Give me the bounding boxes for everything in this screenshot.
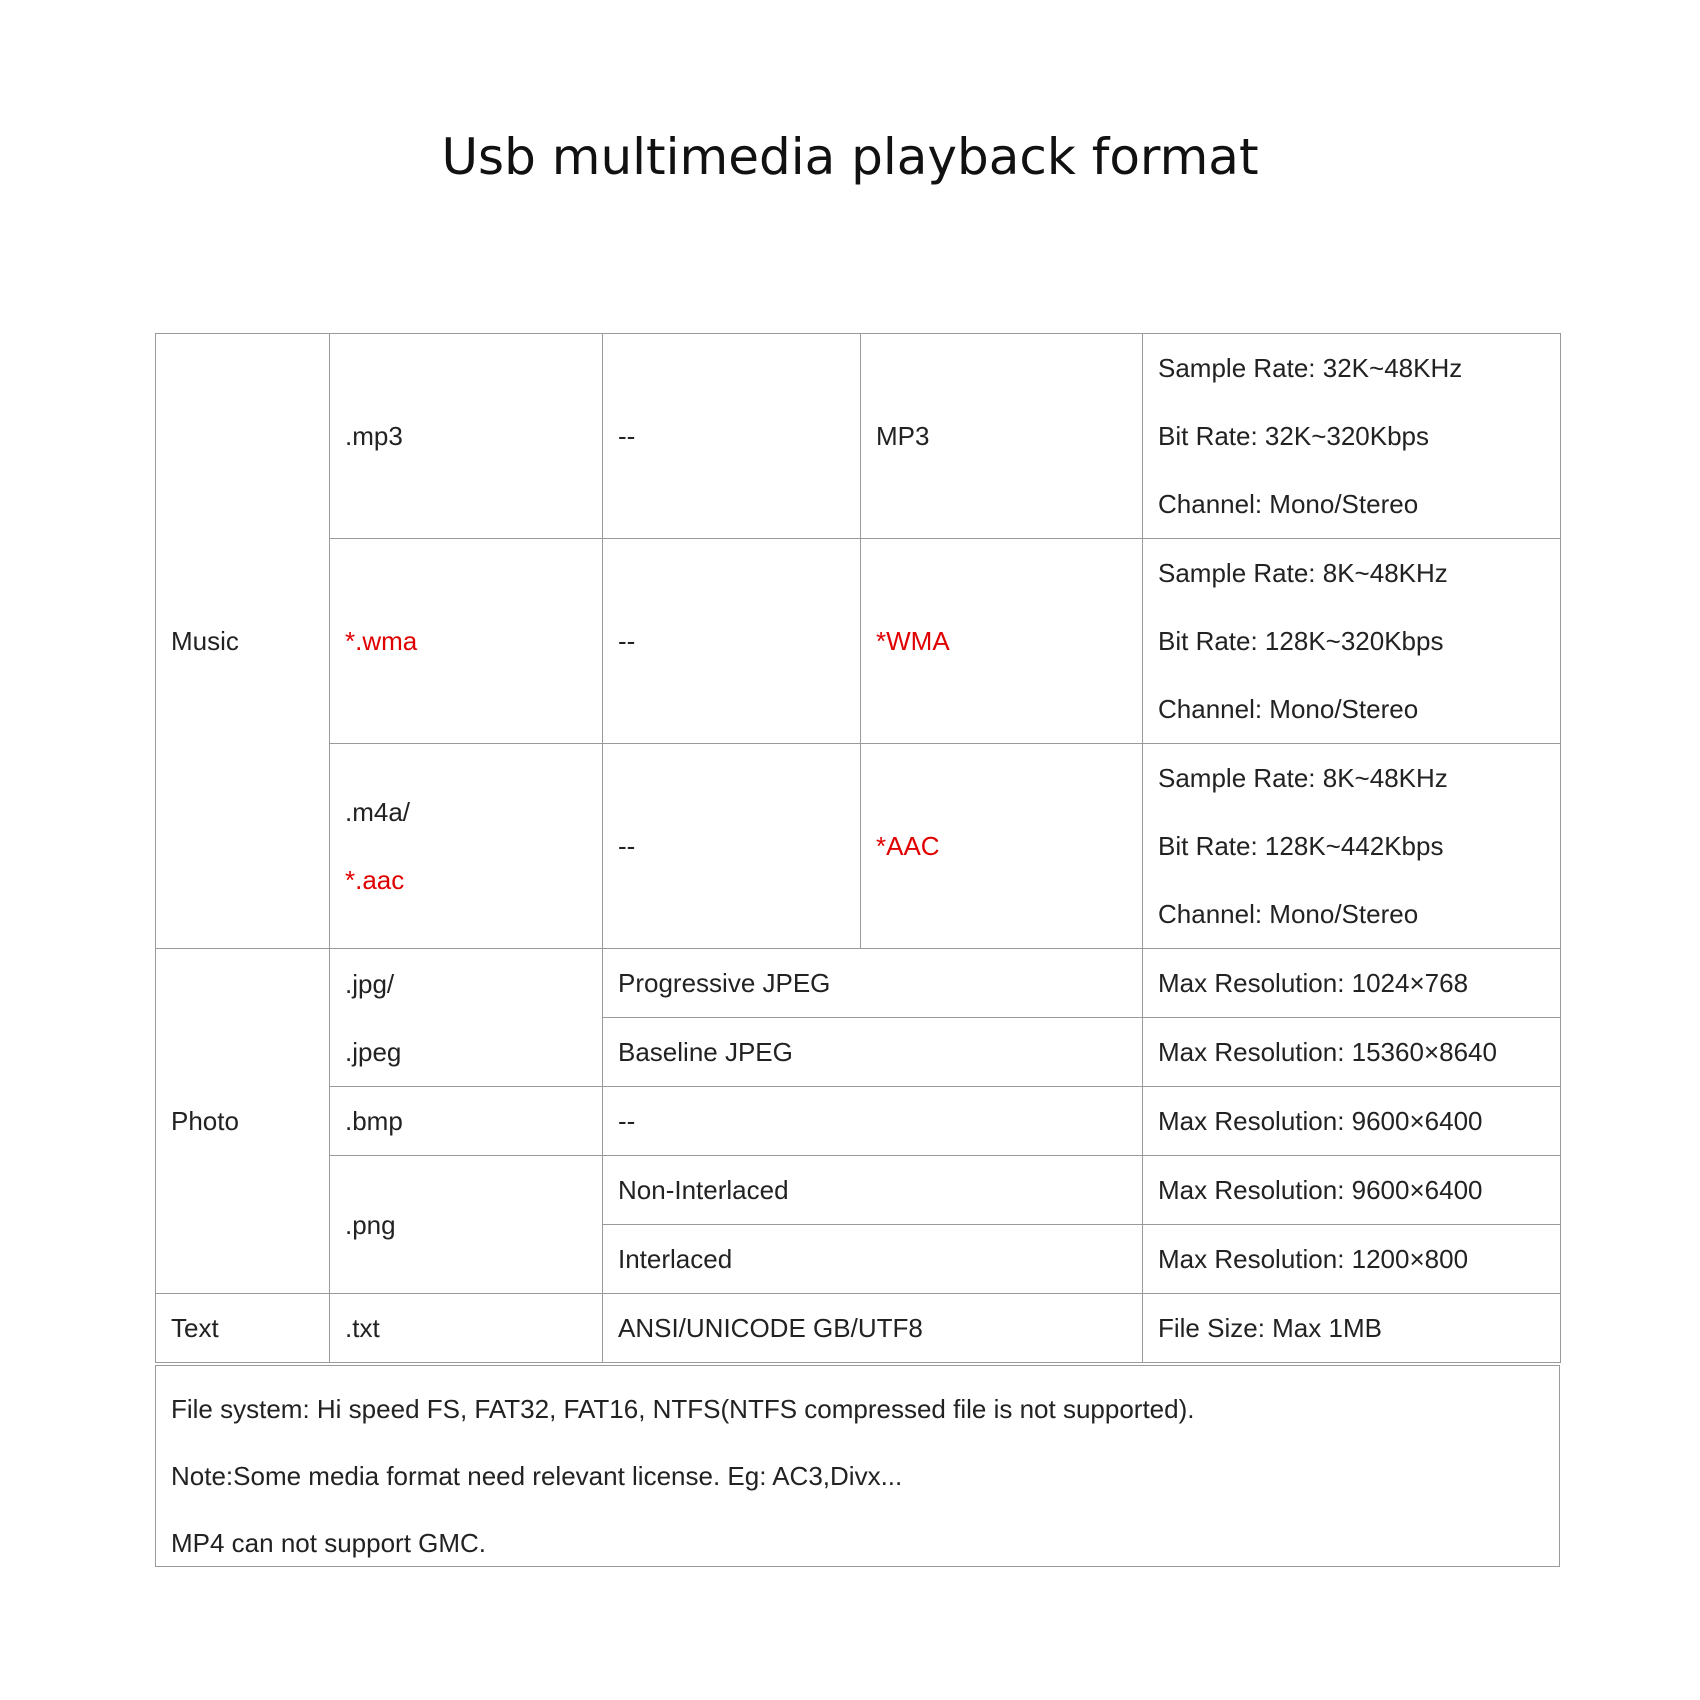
table-row	[156, 539, 1561, 744]
ext-cell: .png	[330, 1156, 603, 1294]
spec-cell	[1143, 334, 1561, 539]
spec-cell	[1143, 539, 1561, 744]
profile-cell: Baseline JPEG	[603, 1018, 1143, 1087]
ext-cell: .mp3	[330, 334, 603, 539]
page-title: Usb multimedia playback format	[441, 128, 1259, 186]
profile-cell: --	[603, 744, 861, 949]
ext-line: *.aac	[345, 865, 405, 895]
table-row	[156, 1087, 1561, 1156]
ext-cell: *.wma	[330, 539, 603, 744]
format-table	[155, 333, 1561, 1363]
ext-cell	[330, 744, 603, 949]
table-row	[156, 334, 1561, 539]
profile-cell: ANSI/UNICODE GB/UTF8	[603, 1294, 1143, 1363]
ext-line: .jpeg	[345, 1036, 402, 1067]
profile-cell: --	[603, 1087, 1143, 1156]
spec-line: Bit Rate: 32K~320Kbps	[1158, 421, 1430, 451]
ext-cell: .txt	[330, 1294, 603, 1363]
spec-cell: File Size: Max 1MB	[1143, 1294, 1561, 1363]
ext-line: .m4a/	[345, 797, 411, 827]
profile-cell: Progressive JPEG	[603, 949, 1143, 1018]
profile-cell: --	[603, 539, 861, 744]
profile-cell: Non-Interlaced	[603, 1156, 1143, 1225]
codec-cell: MP3	[861, 334, 1143, 539]
note-line: File system: Hi speed FS, FAT32, FAT16, NTFS(NTFS compressed file is not supported).	[171, 1394, 1195, 1424]
category-text: Text	[156, 1294, 330, 1363]
spec-cell: Max Resolution: 15360×8640	[1143, 1018, 1561, 1087]
codec-cell: *WMA	[861, 539, 1143, 744]
profile-cell: --	[603, 334, 861, 539]
table-row	[156, 949, 1561, 1018]
profile-cell: Interlaced	[603, 1225, 1143, 1294]
ext-line: .jpg/	[345, 968, 395, 999]
spec-cell: Max Resolution: 1200×800	[1143, 1225, 1561, 1294]
spec-cell: Max Resolution: 9600×6400	[1143, 1087, 1561, 1156]
spec-line: Bit Rate: 128K~442Kbps	[1158, 831, 1444, 861]
spec-cell	[1143, 744, 1561, 949]
spec-cell: Max Resolution: 9600×6400	[1143, 1156, 1561, 1225]
note-line: Note:Some media format need relevant license. Eg: AC3,Divx...	[171, 1461, 903, 1491]
spec-line: Sample Rate: 8K~48KHz	[1158, 763, 1448, 793]
ext-cell	[330, 949, 603, 1087]
table-row	[156, 1294, 1561, 1363]
spec-line: Channel: Mono/Stereo	[1158, 694, 1419, 724]
spec-cell: Max Resolution: 1024×768	[1143, 949, 1561, 1018]
spec-line: Sample Rate: 8K~48KHz	[1158, 558, 1448, 588]
ext-cell: .bmp	[330, 1087, 603, 1156]
table-row	[156, 744, 1561, 949]
spec-line: Channel: Mono/Stereo	[1158, 899, 1419, 929]
table-row	[156, 1156, 1561, 1225]
spec-line: Bit Rate: 128K~320Kbps	[1158, 626, 1444, 656]
note-line: MP4 can not support GMC.	[171, 1528, 487, 1558]
spec-line: Sample Rate: 32K~48KHz	[1158, 353, 1463, 383]
spec-line: Channel: Mono/Stereo	[1158, 489, 1419, 519]
category-photo: Photo	[156, 949, 330, 1294]
codec-cell: *AAC	[861, 744, 1143, 949]
category-music: Music	[156, 334, 330, 949]
notes-box	[155, 1365, 1560, 1567]
